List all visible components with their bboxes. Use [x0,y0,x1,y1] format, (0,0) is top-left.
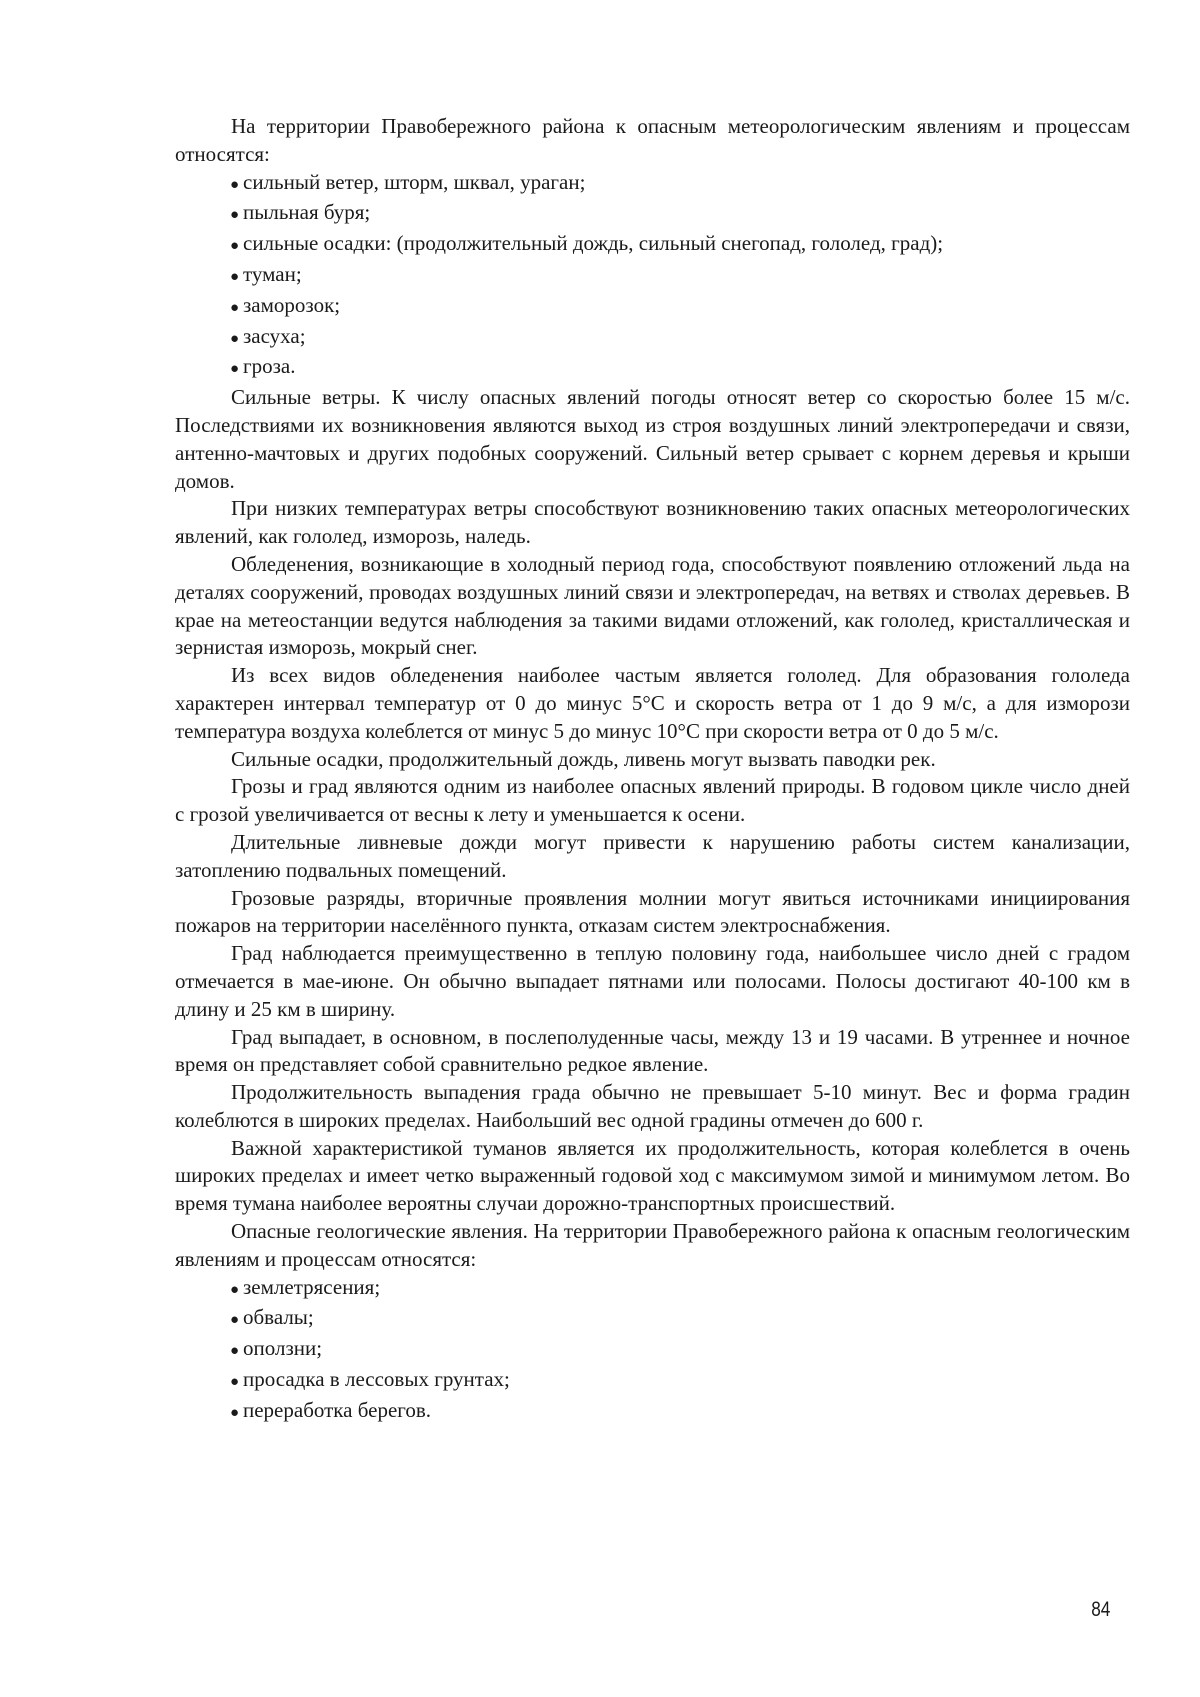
geo-hazards-list [175,1274,1130,1428]
paragraph-icing: Обледенения, возникающие в холодный период года, способствуют появлению отложений льда на деталях сооружений, проводах воздушных линий связи и электропередач, на ветвях и стволах деревьев. В крае на метеостанции ведутся наблюдения за такими видами отложений, как гололед, кристаллическая и зернистая изморозь, мокрый снег. [175,551,1130,660]
paragraph-hail-duration: Продолжительность выпадения града обычно не превышает 5-10 минут. Вес и форма градин колеблются в широких пределах. Наибольший вес одной градины отмечен до 600 г. [175,1080,1130,1132]
list-item-text: землетрясения; [243,1274,381,1299]
paragraph-thunderstorms: Грозы и град являются одним из наиболее опасных явлений природы. В годовом цикле число дней с грозой увеличивается от весны к лету и уменьшается к осени. [175,774,1130,827]
list-item [175,1397,1130,1428]
paragraph-low-temperatures: При низких температурах ветры способствуют возникновению таких опасных метеорологических явлений, как гололед, изморозь, наледь. [175,496,1130,549]
bullet-icon: ● [230,330,240,347]
list-item-text: гроза. [243,354,296,379]
list-item-text: переработка берегов. [243,1397,432,1422]
bullet-icon: ● [230,1281,240,1298]
list-item-text: сильный ветер, шторм, шквал, ураган; [243,169,586,194]
meteo-hazards-list [175,169,1130,385]
list-item-text: туман; [243,261,302,286]
paragraph-glaze: Из всех видов обледенения наиболее частым является гололед. Для образования гололеда характерен интервал температур от 0 до минус 5°С и скорость ветра от 1 до 9 м/с, а для изморози температура воздуха колеблется от минус 5 до минус 10°С при скорости ветра от 0 до 5 м/с. [175,663,1130,743]
list-item [175,261,1130,292]
paragraph-hail-season: Град наблюдается преимущественно в теплую половину года, наибольшее число дней с градом отмечается в мае-июне. Он обычно выпадает пятнами или полосами. Полосы достигают 40-100 км в длину и 25 км в ширину. [175,941,1130,1021]
page-number: 84 [1090,1598,1110,1621]
bullet-icon: ● [230,299,240,316]
list-item [175,1274,1130,1305]
list-item [175,199,1130,230]
list-item-text: пыльная буря; [243,200,371,225]
bullet-icon: ● [230,176,240,193]
bullet-icon: ● [230,238,240,255]
page-content [175,113,1130,1428]
list-item [175,230,1130,261]
list-item-text: оползни; [243,1336,323,1361]
intro-paragraph: На территории Правобережного района к опасным метеорологическим явлениям и процессам относятся: [175,114,1130,166]
paragraph-lightning: Грозовые разряды, вторичные проявления молнии могут явиться источниками инициирования пожаров на территории населённого пункта, отказам систем электроснабжения. [175,885,1130,938]
list-item-text: просадка в лессовых грунтах; [243,1367,510,1392]
paragraph-heavy-rain: Сильные осадки, продолжительный дождь, ливень могут вызвать паводки рек. [231,746,936,771]
paragraph-hail-time: Град выпадает, в основном, в послеполуденные часы, между 13 и 19 часами. В утреннее и ночное время он представляет собой сравнительно редкое явление. [175,1024,1130,1077]
bullet-icon: ● [230,207,240,224]
list-item [175,353,1130,384]
paragraph-long-showers: Длительные ливневые дожди могут привести к нарушению работы систем канализации, затоплению подвальных помещений. [175,829,1130,882]
bullet-icon: ● [230,1312,240,1329]
bullet-icon: ● [230,1343,240,1360]
bullet-icon: ● [230,1374,240,1391]
paragraph-fog: Важной характеристикой туманов является их продолжительность, которая колеблется в очень широких пределах и имеет четко выраженный годовой ход с максимумом зимой и минимумом летом. Во время тумана наиболее вероятны случаи дорожно-транспортных происшествий. [175,1135,1130,1216]
list-item [175,292,1130,323]
list-item [175,169,1130,200]
bullet-icon: ● [230,1404,240,1421]
list-item [175,1304,1130,1335]
paragraph-geological: Опасные геологические явления. На территории Правобережного района к опасным геологическим явлениям и процессам относятся: [175,1219,1130,1271]
list-item-text: засуха; [243,323,306,348]
bullet-icon: ● [230,268,240,285]
paragraph-strong-winds: Сильные ветры. К числу опасных явлений погоды относят ветер со скоростью более 15 м/с. Последствиями их возникновения являются выход из строя воздушных линий электропередачи и связи, антенно-мачтовых и других подобных сооружений. Сильный ветер срывает с корнем деревья и крыши домов. [175,385,1130,493]
list-item [175,1366,1130,1397]
list-item-text: сильные осадки: (продолжительный дождь, сильный снегопад, гололед, град); [243,231,944,256]
list-item-text: обвалы; [243,1305,314,1330]
list-item-text: заморозок; [243,292,341,317]
bullet-icon: ● [230,361,240,378]
list-item [175,323,1130,354]
list-item [175,1335,1130,1366]
